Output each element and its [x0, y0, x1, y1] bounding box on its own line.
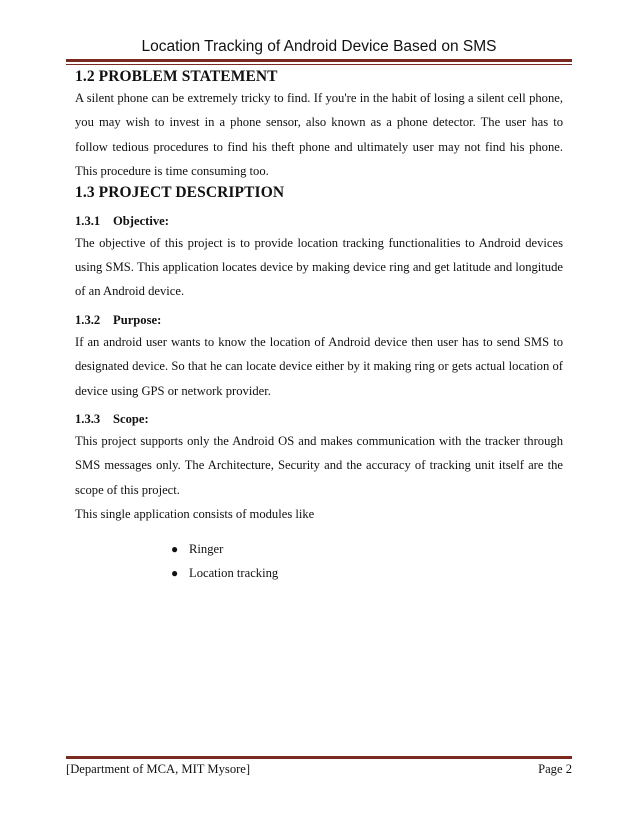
objective-number: 1.3.1: [75, 213, 101, 228]
objective-subheading: [75, 211, 563, 231]
header-rule-thick: [66, 59, 572, 62]
objective-title: Objective:: [113, 213, 169, 228]
modules-intro: This single application consists of modules like: [75, 507, 315, 522]
scope-title: Scope:: [113, 412, 149, 427]
page-header-title: Location Tracking of Android Device Based on SMS: [141, 38, 497, 55]
scope-number: 1.3.3: [75, 412, 101, 427]
list-item: [75, 561, 563, 585]
bullet-icon: ●: [171, 565, 179, 580]
project-description-heading: 1.3 PROJECT DESCRIPTION: [75, 183, 285, 201]
scope-subheading: [75, 409, 563, 429]
footer-rule: [66, 756, 572, 759]
purpose-subheading: [75, 310, 563, 330]
purpose-title: Purpose:: [113, 312, 162, 327]
module-label: Location tracking: [189, 565, 279, 580]
problem-statement-heading: 1.2 PROBLEM STATEMENT: [75, 68, 278, 85]
purpose-number: 1.3.2: [75, 312, 101, 327]
footer-page-number: Page 2: [538, 762, 572, 776]
modules-list: [75, 537, 563, 585]
module-label: Ringer: [189, 541, 224, 556]
page-footer: [66, 762, 572, 777]
page-content: [75, 68, 563, 585]
list-item: [75, 537, 563, 561]
header-rule-thin: [66, 64, 572, 65]
problem-statement-text: A silent phone can be extremely tricky to find. If you're in the habit of losing a silent cell phone, you may wish to invest in a phone sensor, also known as a phone detector. The user has to follow tedious procedures to find his theft phone and ultimately user may not find his phone. This procedure is time consuming too.: [75, 91, 563, 179]
scope-text: This project supports only the Android OS and makes communication with the tracker through SMS messages only. The Architecture, Security and the accuracy of tracking unit itself are the scope of this project.: [75, 434, 563, 497]
bullet-icon: ●: [171, 541, 179, 556]
purpose-text: If an android user wants to know the location of Android device then user has to send SMS to designated device. So that he can locate device either by it making ring or gets actual location of device using GPS or network provider.: [75, 334, 563, 398]
footer-department: [Department of MCA, MIT Mysore]: [66, 762, 251, 776]
objective-text: The objective of this project is to provide location tracking functionalities to Android devices using SMS. This application locates device by making device ring and get latitude and longitude of an Android device.: [75, 235, 563, 299]
